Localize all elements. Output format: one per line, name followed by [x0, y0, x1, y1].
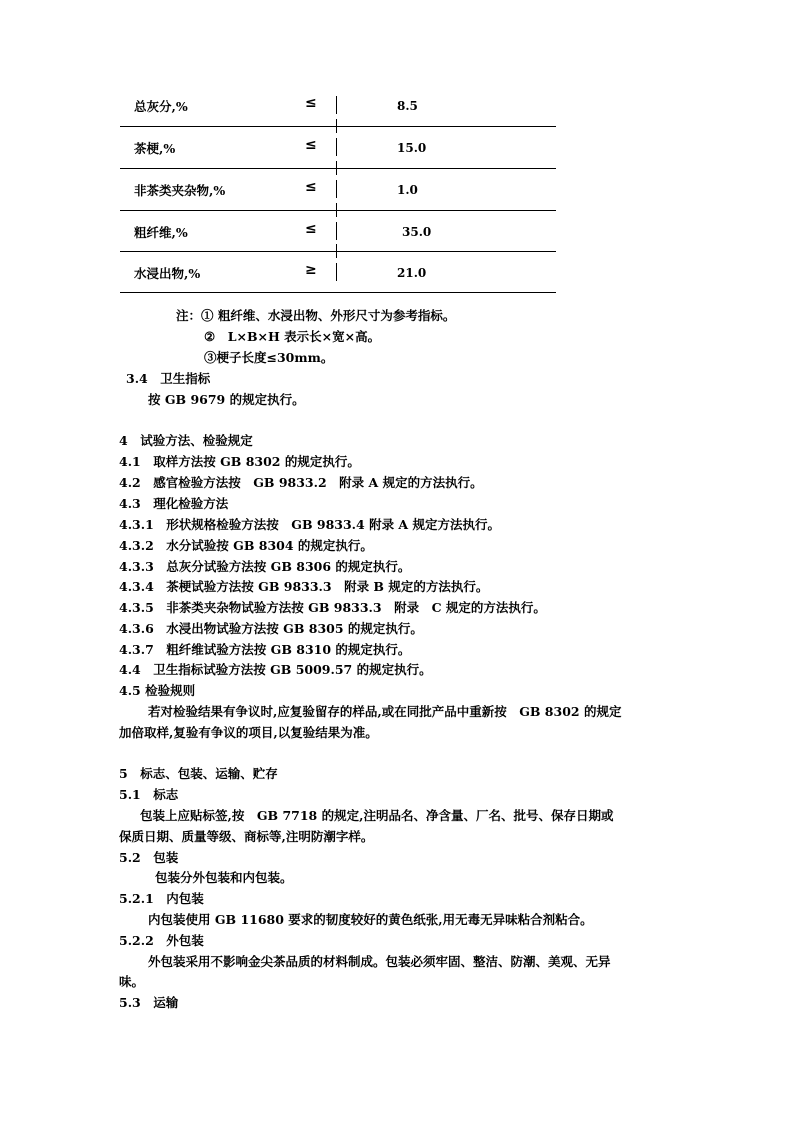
column-divider	[336, 96, 337, 114]
clause-5-1-heading: 5.1 标志	[119, 787, 179, 802]
table-row-operator: ≤	[305, 137, 317, 153]
clause-4-3-4: 4.3.4 茶梗试验方法按 GB 9833.3 附录 B 规定的方法执行。	[119, 579, 489, 594]
table-row-operator: ≤	[305, 221, 317, 237]
section-heading-3-4: 3.4 卫生指标	[126, 371, 211, 386]
table-rule	[120, 292, 556, 293]
table-row-value: 21.0	[397, 266, 427, 280]
column-divider	[336, 180, 337, 198]
clause-4-3-6: 4.3.6 水浸出物试验方法按 GB 8305 的规定执行。	[119, 621, 423, 636]
paragraph: 内包装使用 GB 11680 要求的韧度较好的黄色纸张,用无毒无异味粘合剂粘合。	[148, 912, 593, 927]
table-row-value: 1.0	[397, 183, 418, 197]
clause-5-2-heading: 5.2 包装	[119, 850, 179, 865]
clause-5-2-1-heading: 5.2.1 内包装	[119, 891, 204, 906]
column-divider	[336, 263, 337, 281]
table-row-operator: ≤	[305, 95, 317, 111]
clause-4-5-heading: 4.5 检验规则	[119, 683, 196, 698]
paragraph: 加倍取样,复验有争议的项目,以复验结果为准。	[119, 725, 378, 740]
table-row-name: 茶梗,%	[134, 141, 176, 156]
clause-4-4: 4.4 卫生指标试验方法按 GB 5009.57 的规定执行。	[119, 662, 432, 677]
column-divider	[336, 222, 337, 240]
clause-4-2: 4.2 感官检验方法按 GB 9833.2 附录 A 规定的方法执行。	[119, 475, 483, 490]
clause-4-3-3: 4.3.3 总灰分试验方法按 GB 8306 的规定执行。	[119, 559, 411, 574]
clause-4-3: 4.3 理化检验方法	[119, 496, 229, 511]
clause-5-3-heading: 5.3 运输	[119, 995, 179, 1010]
table-row-operator: ≤	[305, 179, 317, 195]
clause-4-3-1: 4.3.1 形状规格检验方法按 GB 9833.4 附录 A 规定方法执行。	[119, 517, 500, 532]
clause-4-3-7: 4.3.7 粗纤维试验方法按 GB 8310 的规定执行。	[119, 642, 411, 657]
column-divider	[336, 119, 337, 133]
column-divider	[336, 161, 337, 175]
table-row-name: 粗纤维,%	[134, 225, 188, 240]
paragraph: 包装上应贴标签,按 GB 7718 的规定,注明品名、净含量、厂名、批号、保存日期或	[140, 808, 614, 823]
table-row-operator: ≥	[305, 262, 317, 278]
column-divider	[336, 244, 337, 258]
table-rule	[120, 126, 556, 127]
column-divider	[336, 138, 337, 156]
table-row-name: 总灰分,%	[134, 99, 188, 114]
section-heading-5: 5 标志、包装、运输、贮存	[119, 766, 278, 781]
table-row-value: 35.0	[402, 225, 432, 239]
table-row-name: 水浸出物,%	[134, 266, 201, 281]
clause-4-3-5: 4.3.5 非茶类夹杂物试验方法按 GB 9833.3 附录 C 规定的方法执行。	[119, 600, 546, 615]
table-note-3: ③梗子长度≤30mm。	[204, 350, 334, 365]
table-row-name: 非茶类夹杂物,%	[134, 183, 226, 198]
column-divider	[336, 203, 337, 217]
paragraph: 外包装采用不影响金尖茶品质的材料制成。包装必须牢固、整洁、防潮、美观、无异	[148, 954, 611, 969]
clause-5-2-2-heading: 5.2.2 外包装	[119, 933, 204, 948]
paragraph: 包装分外包装和内包装。	[155, 870, 293, 885]
paragraph: 若对检验结果有争议时,应复验留存的样品,或在同批产品中重新按 GB 8302 的规定	[148, 704, 622, 719]
section-heading-4: 4 试验方法、检验规定	[119, 433, 253, 448]
paragraph: 按 GB 9679 的规定执行。	[148, 392, 305, 407]
clause-4-3-2: 4.3.2 水分试验按 GB 8304 的规定执行。	[119, 538, 373, 553]
paragraph: 保质日期、质量等级、商标等,注明防潮字样。	[119, 829, 374, 844]
table-rule	[120, 168, 556, 169]
table-note-2: ② L×B×H 表示长×宽×高。	[204, 329, 381, 344]
paragraph: 味。	[119, 974, 145, 989]
table-rule	[120, 210, 556, 211]
table-note-1: 注：① 粗纤维、水浸出物、外形尺寸为参考指标。	[176, 308, 456, 323]
table-rule	[120, 251, 556, 252]
clause-4-1: 4.1 取样方法按 GB 8302 的规定执行。	[119, 454, 360, 469]
table-row-value: 15.0	[397, 141, 427, 155]
table-row-value: 8.5	[397, 99, 418, 113]
